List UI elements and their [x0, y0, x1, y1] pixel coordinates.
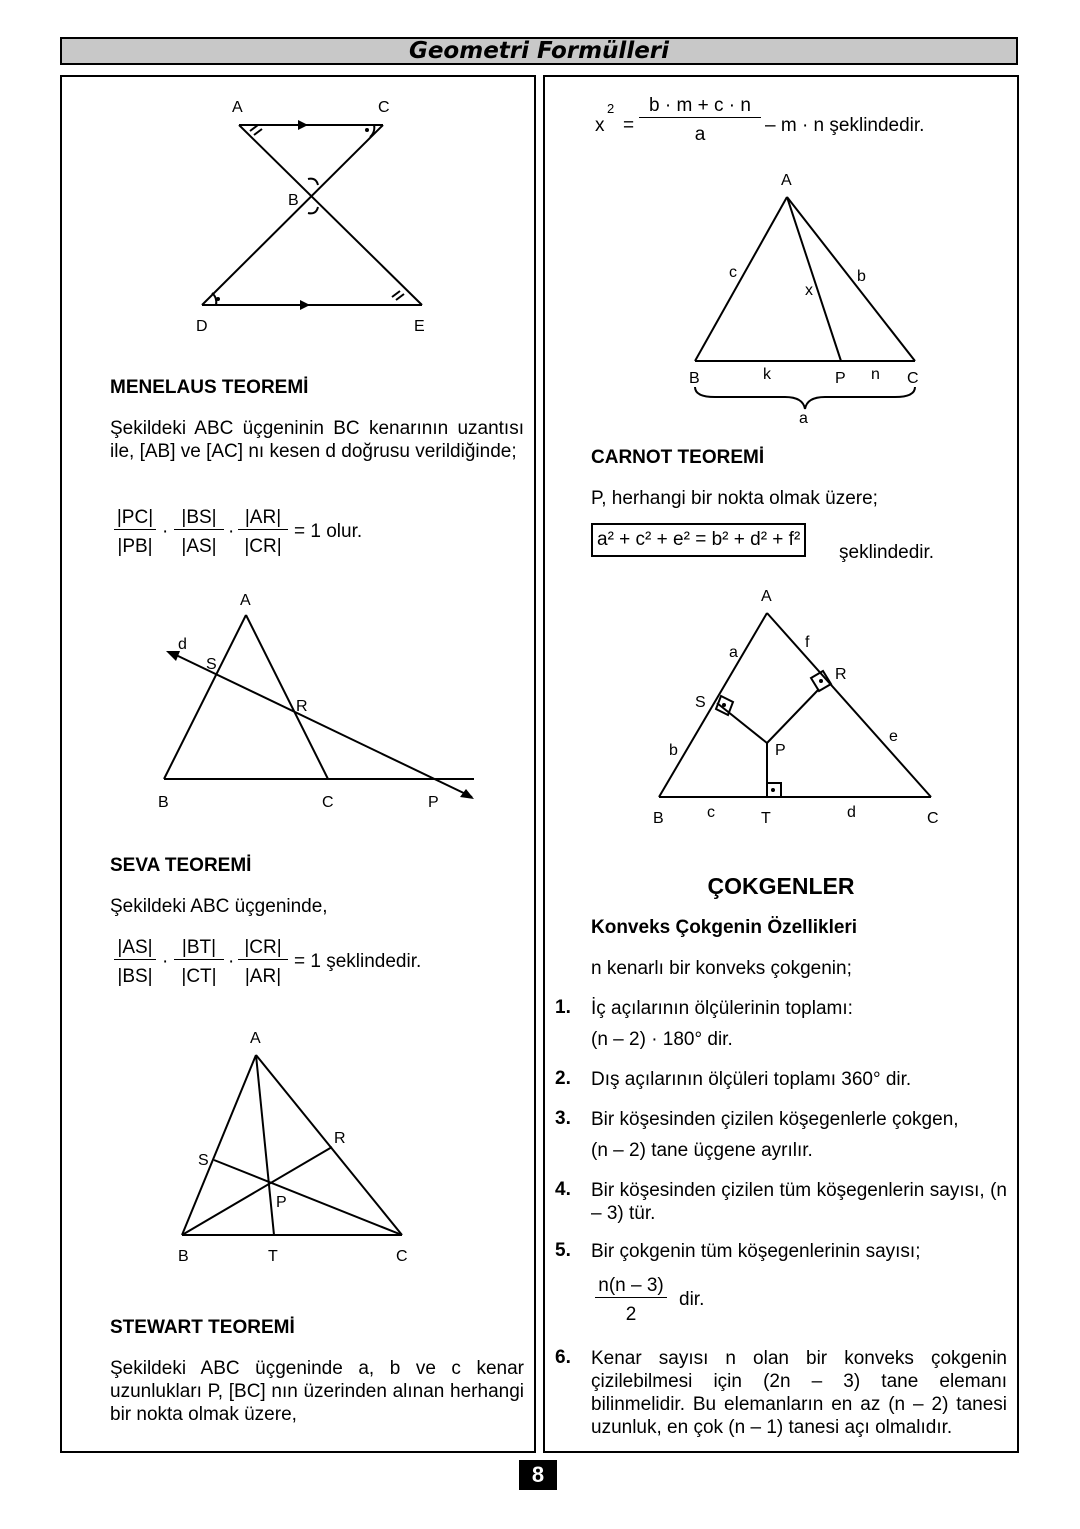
menelaus-fig-c: C — [322, 794, 334, 811]
carnot-fig-s: S — [695, 694, 706, 711]
carnot-fig-d: d — [847, 804, 856, 821]
right-column — [543, 75, 1019, 1453]
item-6-number: 6. — [555, 1347, 571, 1368]
seva-d3: |AR| — [244, 966, 282, 987]
carnot-tail: şeklindedir. — [839, 542, 935, 563]
stewart-den: a — [694, 124, 706, 145]
menelaus-d3: |CR| — [244, 536, 282, 557]
left-column — [60, 75, 536, 1453]
carnot-text: P, herhangi bir nokta olmak üzere; — [591, 488, 878, 509]
stewart-fig-x: x — [805, 282, 813, 299]
carnot-title: CARNOT TEOREMİ — [591, 447, 765, 468]
seva-d1: |BS| — [117, 966, 153, 987]
seva-title: SEVA TEOREMİ — [110, 855, 252, 876]
seva-fig-b: B — [178, 1248, 189, 1265]
seva-fig-s: S — [198, 1152, 209, 1169]
carnot-fig-r: R — [835, 666, 847, 683]
fig1-label-a: A — [232, 99, 243, 116]
item-3-number: 3. — [555, 1108, 571, 1129]
menelaus-formula: |PC| |PB| · |BS| |AS| · |AR| |CR| = 1 olur. — [114, 507, 494, 563]
stewart-formula: x 2 = b · m + c · n a – m · n şeklindedir. — [595, 95, 925, 145]
similar-triangles-figure — [190, 95, 440, 345]
header-title: Geometri Formülleri — [408, 38, 670, 64]
seva-n1: |AS| — [114, 937, 156, 960]
item-5-number: 5. — [555, 1240, 571, 1261]
menelaus-title: MENELAUS TEOREMİ — [110, 377, 309, 398]
stewart-fig-n: n — [871, 366, 880, 383]
stewart-title: STEWART TEOREMİ — [110, 1317, 295, 1338]
item-5-frac-tail: dir. — [679, 1289, 705, 1310]
carnot-formula: a² + c² + e² = b² + d² + f² — [591, 523, 806, 557]
stewart-fig-k: k — [763, 366, 771, 383]
item-1-text2: (n – 2) · 180° dir. — [591, 1029, 733, 1050]
carnot-figure — [645, 583, 955, 833]
seva-fig-a: A — [250, 1030, 261, 1047]
seva-text: Şekildeki ABC üçgeninde, — [110, 896, 328, 917]
polygons-subtitle: Konveks Çokgenin Özellikleri — [591, 917, 858, 938]
polygons-title: ÇOKGENLER — [707, 873, 855, 899]
carnot-fig-f: f — [805, 634, 810, 651]
seva-n2: |BT| — [174, 937, 224, 960]
item-4-number: 4. — [555, 1179, 571, 1200]
seva-figure — [170, 1025, 430, 1275]
stewart-fig-a-len: a — [799, 410, 808, 427]
fig1-label-b: B — [288, 192, 299, 209]
carnot-fig-b-len: b — [669, 742, 678, 759]
item-2-number: 2. — [555, 1068, 571, 1089]
stewart-fig-p: P — [835, 370, 846, 387]
fig1-label-e: E — [414, 318, 425, 335]
stewart-fig-b: b — [857, 268, 866, 285]
item-5-frac-num: n(n – 3) — [595, 1275, 667, 1298]
stewart-text: Şekildeki ABC üçgeninde a, b ve c kenar uzunlukları P, [BC] nın üzerinden alınan herhangi bir nokta olmak üzere, — [110, 1358, 524, 1425]
menelaus-fig-p: P — [428, 794, 439, 811]
carnot-fig-c-len: c — [707, 804, 715, 821]
seva-formula: |AS| |BS| · |BT| |CT| · |CR| |AR| = 1 şeklindedir. — [114, 937, 494, 993]
menelaus-d2: |AS| — [181, 536, 217, 557]
seva-n3: |CR| — [238, 937, 288, 960]
page-number: 8 — [519, 1460, 557, 1490]
item-2-text: Dış açılarının ölçüleri toplamı 360° dir. — [591, 1069, 912, 1090]
polygons-intro: n kenarlı bir konveks çokgenin; — [591, 958, 852, 979]
stewart-fig-a: A — [781, 172, 792, 189]
seva-fig-t: T — [268, 1248, 278, 1265]
menelaus-fig-s: S — [206, 656, 217, 673]
menelaus-fig-d: d — [178, 636, 187, 653]
stewart-exp: 2 — [607, 101, 615, 116]
menelaus-n1: |PC| — [114, 507, 156, 530]
menelaus-n2: |BS| — [174, 507, 224, 530]
menelaus-fig-r: R — [296, 698, 308, 715]
stewart-fig-cv: C — [907, 370, 919, 387]
page-header — [60, 37, 1018, 65]
seva-fig-r: R — [334, 1130, 346, 1147]
seva-fig-c: C — [396, 1248, 408, 1265]
menelaus-tail: = 1 olur. — [294, 521, 363, 542]
carnot-fig-c: C — [927, 810, 939, 827]
item-3-text: Bir köşesinden çizilen köşegenlerle çokgen, — [591, 1109, 959, 1130]
item-1-number: 1. — [555, 997, 571, 1018]
carnot-fig-a: A — [761, 588, 772, 605]
menelaus-n3: |AR| — [238, 507, 288, 530]
item-3-text2: (n – 2) tane üçgene ayrılır. — [591, 1140, 813, 1161]
stewart-rest: – m · n şeklindedir. — [765, 115, 925, 136]
carnot-fig-a-len: a — [729, 644, 738, 661]
carnot-fig-b: B — [653, 810, 664, 827]
seva-d2: |CT| — [181, 966, 217, 987]
menelaus-text: Şekildeki ABC üçgeninin BC kenarının uzantısı ile, [AB] ve [AC] nı kesen d doğrusu verildiğinde; — [110, 418, 524, 462]
item-5-text: Bir çokgenin tüm köşegenlerinin sayısı; — [591, 1241, 921, 1262]
stewart-lhs: x — [595, 115, 605, 136]
item-4-text: Bir köşesinden çizilen tüm köşegenlerin sayısı, (n – 3) tür. — [591, 1180, 1007, 1224]
item-6-text: Kenar sayısı n olan bir konveks çokgenin çizilebilmesi için (2n – 3) tane elemanı bilinmelidir. Bu elemanların en az (n – 2) tanesi uzunluk, en çok (n – 1) tanesi açı olmalıdır. — [591, 1348, 1007, 1438]
carnot-fig-p: P — [775, 742, 786, 759]
seva-tail: = 1 şeklindedir. — [294, 951, 422, 972]
seva-fig-p: P — [276, 1194, 287, 1211]
carnot-fig-t: T — [761, 810, 771, 827]
menelaus-fig-a: A — [240, 592, 251, 609]
stewart-figure — [675, 167, 935, 427]
fig1-label-c: C — [378, 99, 390, 116]
item-5-frac-den: 2 — [625, 1304, 637, 1325]
stewart-num: b · m + c · n — [639, 95, 761, 118]
menelaus-fig-b: B — [158, 794, 169, 811]
menelaus-figure — [152, 585, 492, 815]
menelaus-d1: |PB| — [117, 536, 153, 557]
fig1-label-d: D — [196, 318, 208, 335]
carnot-fig-e: e — [889, 728, 898, 745]
stewart-fig-bv: B — [689, 370, 700, 387]
item-1-text: İç açılarının ölçülerinin toplamı: — [591, 998, 853, 1019]
stewart-fig-c: c — [729, 264, 737, 281]
